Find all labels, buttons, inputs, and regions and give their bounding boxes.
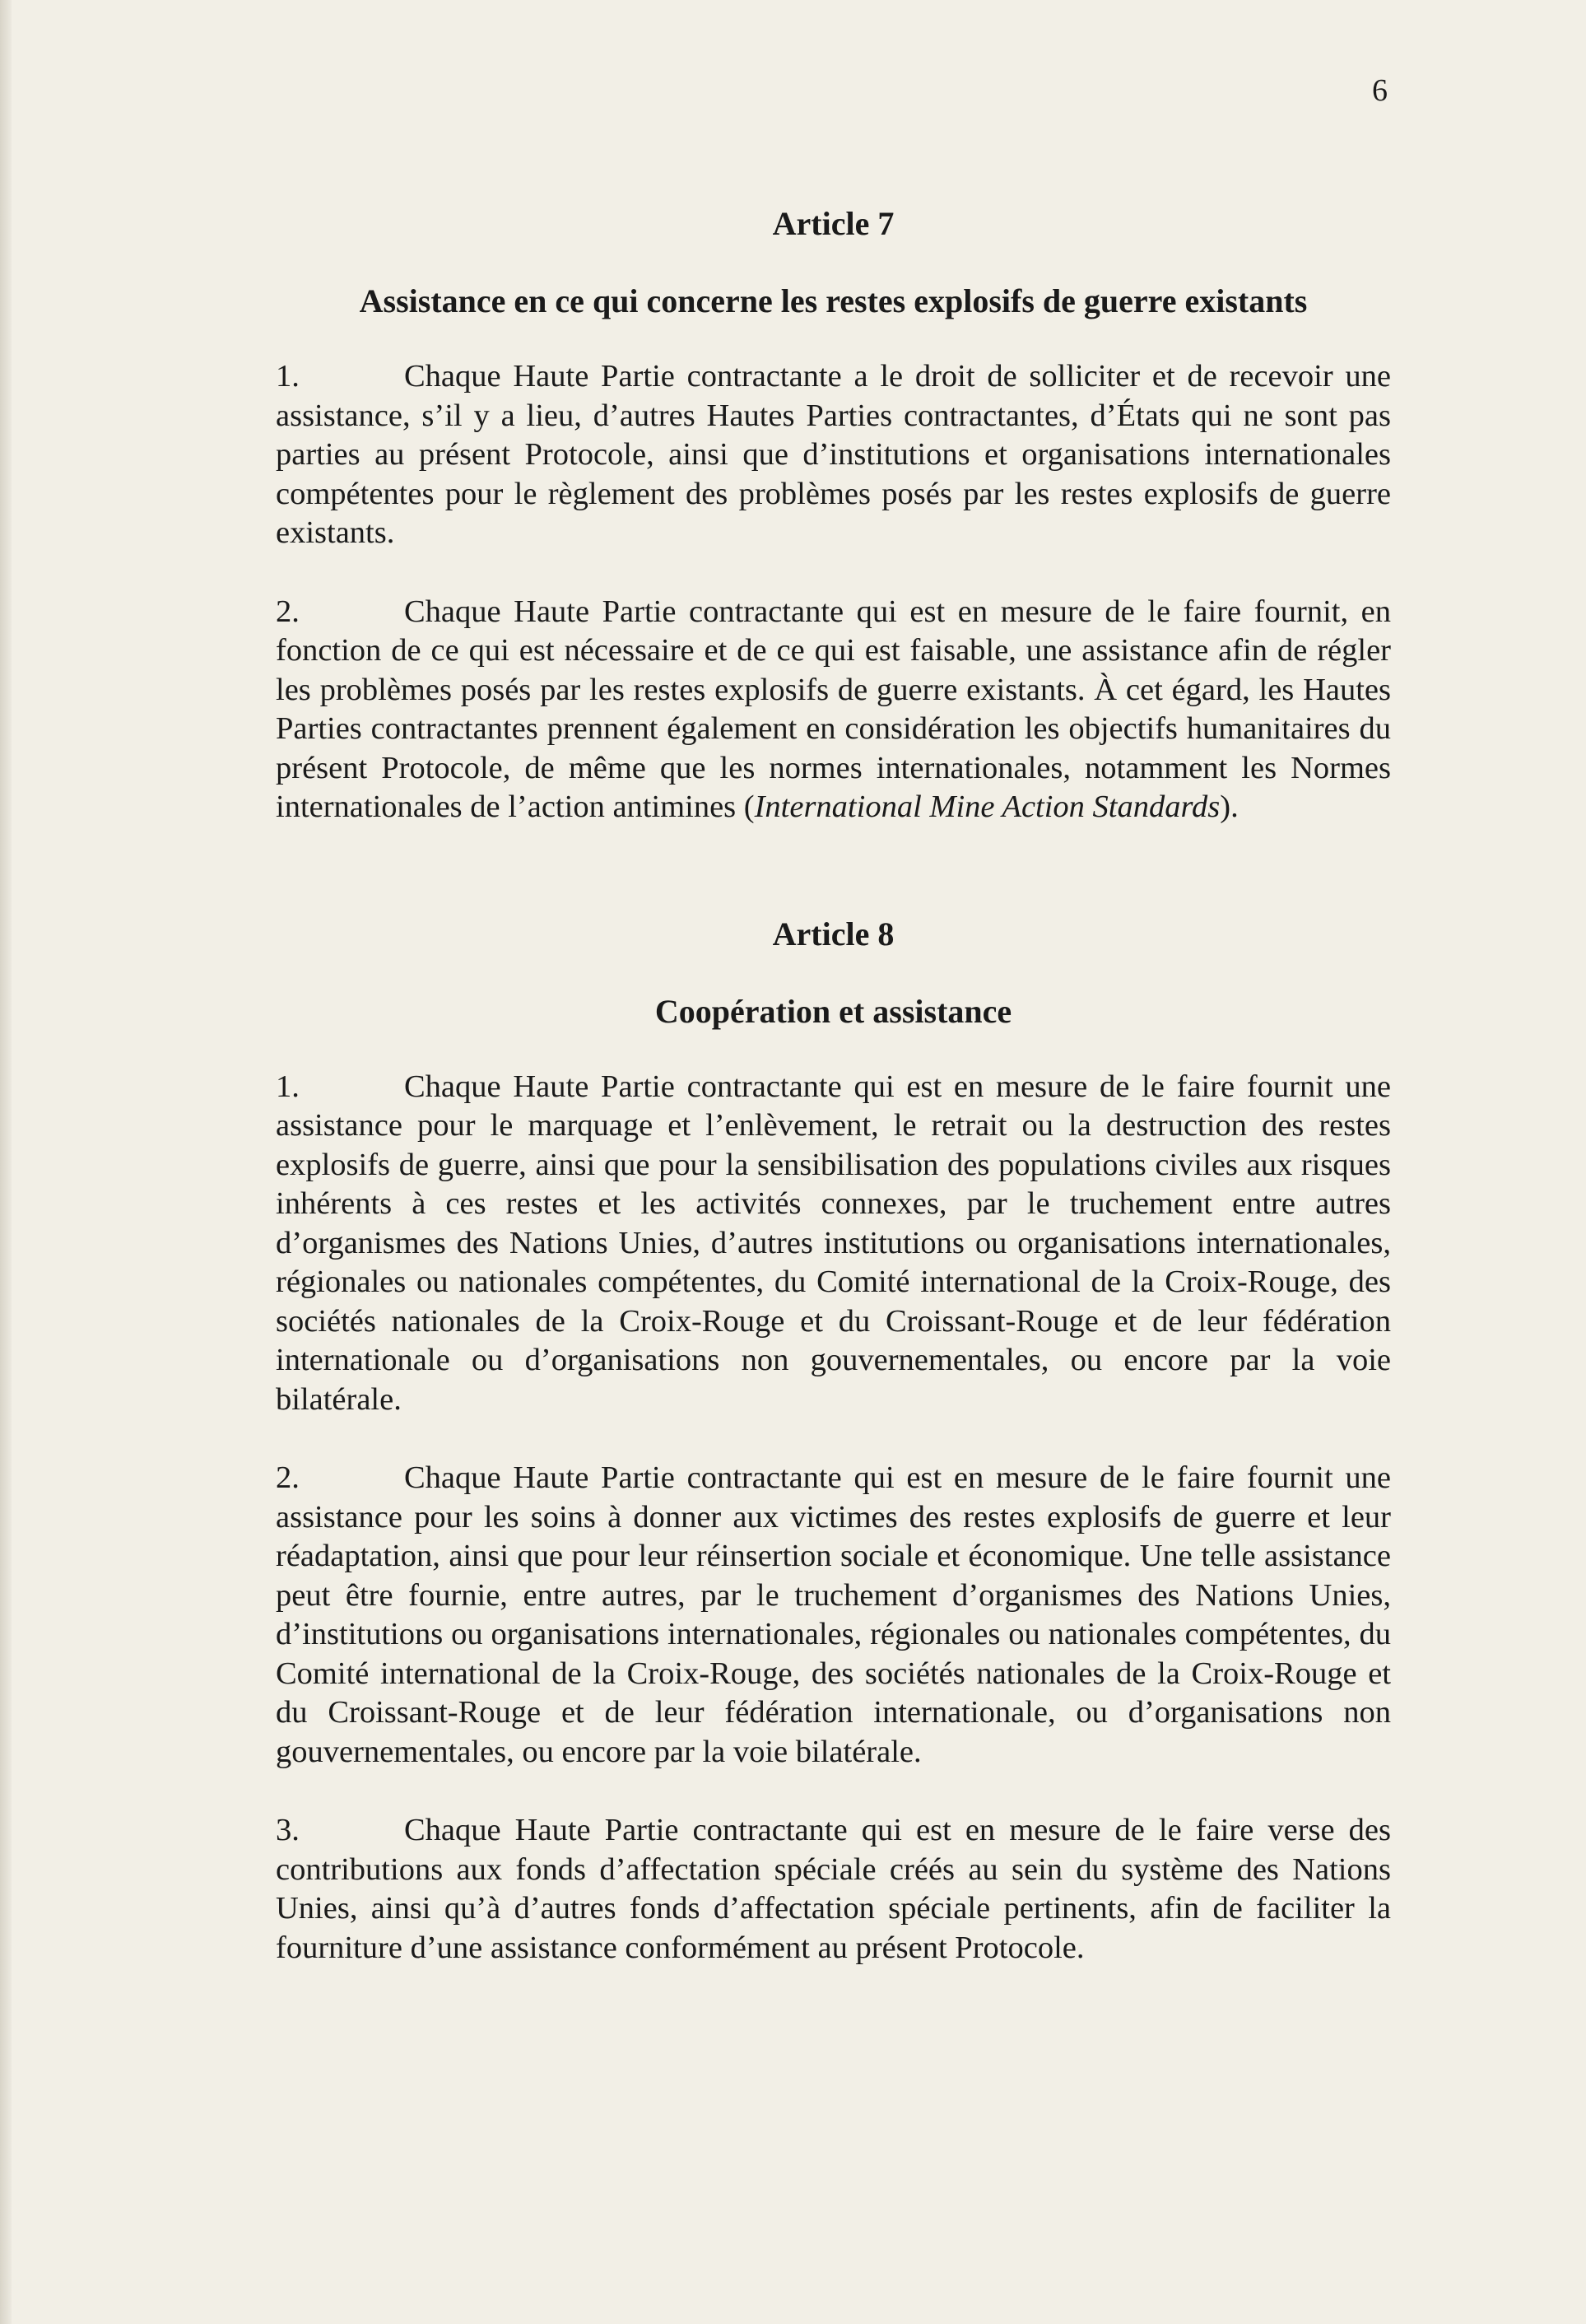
paragraph-text: Chaque Haute Partie contractante a le droit de solliciter et de recevoir une assistance, s’il y a lieu, d’autres Hautes Parties contractantes, d’États qui ne sont pas parties au présent Protocole, ainsi que d’institutions et organisations internationales compétentes pour le règlement des problèmes posés par les restes explosifs de guerre existants.: [276, 359, 1391, 550]
article-7-paragraph-2: 2. Chaque Haute Partie contractante qui est en mesure de le faire fournit, en fonction de ce qui est nécessaire et de ce qui est faisable, une assistance afin de régler les problèmes posés par les restes explosifs de guerre existants. À cet égard, les Hautes Parties contractantes prennent également en considération les objectifs humanitaires du présent Protocole, de même que les normes internationales, notamment les Normes internationales de l’action antimines (International Mine Action Standards).: [276, 594, 1391, 824]
paragraph-text: Chaque Haute Partie contractante qui est en mesure de le faire verse des contributions aux fonds d’affectation spéciale créés au sein du système des Nations Unies, ainsi qu’à d’autres fonds d’affectation spéciale pertinents, afin de faciliter la fourniture d’une assistance conformément au présent Protocole.: [276, 1813, 1391, 1965]
article-7-subtitle: Assistance en ce qui concerne les restes explosifs de guerre existants: [359, 282, 1308, 319]
article-8-subtitle: Coopération et assistance: [654, 992, 1012, 1030]
article-7-paragraph-1: [276, 357, 1391, 553]
scan-edge: [0, 0, 12, 2324]
page-number: 6: [1372, 73, 1388, 108]
paragraph-text-end: ).: [1220, 789, 1239, 824]
document-body: [276, 204, 1391, 2007]
paragraph-italic-text: International Mine Action Standards: [754, 789, 1221, 824]
paragraph-number: 3.: [276, 1813, 300, 1847]
paragraph-text: Chaque Haute Partie contractante qui est en mesure de le faire fournit, en fonction de ce qui est nécessaire et de ce qui est faisable, une assistance afin de régler les problèmes posés par les restes explosifs de guerre existants. À cet égard, les Hautes Parties contractantes prennent également en considération les objectifs humanitaires du présent Protocole, de même que les normes internationales, notamment les Normes internationales de l’action antimines: [276, 594, 1391, 824]
article-7-title: Article 7: [772, 205, 895, 242]
article-8-paragraph-2: [276, 1459, 1391, 1772]
paragraph-number: 1.: [276, 359, 300, 394]
paragraph-text: Chaque Haute Partie contractante qui est en mesure de le faire fournit une assistance pour le marquage et l’enlèvement, le retrait ou la destruction des restes explosifs de guerre, ainsi que pour la sensibilisation des populations civiles aux risques inhérents à ces restes et les activités connexes, par le truchement entre autres d’organismes des Nations Unies, d’autres institutions ou organisations internationales, régionales ou nationales compétentes, du Comité international de la Croix-Rouge, des sociétés nationales de la Croix-Rouge et du Croissant-Rouge et de leur fédération internationale ou d’organisations non gouvernementales, ou encore par la voie bilatérale.: [276, 1069, 1391, 1417]
article-8-paragraph-1: [276, 1068, 1391, 1420]
paragraph-number: 1.: [276, 1069, 300, 1104]
article-8-title: Article 8: [772, 915, 895, 952]
article-8-paragraph-3: [276, 1811, 1391, 1968]
paragraph-number: 2.: [276, 594, 300, 629]
paragraph-number: 2.: [276, 1460, 300, 1495]
paragraph-text: Chaque Haute Partie contractante qui est en mesure de le faire fournit une assistance pour les soins à donner aux victimes des restes explosifs de guerre et leur réadaptation, ainsi que pour leur réinsertion sociale et économique. Une telle assistance peut être fournie, entre autres, par le truchement d’organismes des Nations Unies, d’institutions ou organisations internationales, régionales ou nationales compétentes, du Comité international de la Croix-Rouge, des sociétés nationales de la Croix-Rouge et du Croissant-Rouge et de leur fédération internationale, ou d’organisations non gouvernementales, ou encore par la voie bilatérale.: [276, 1460, 1391, 1769]
